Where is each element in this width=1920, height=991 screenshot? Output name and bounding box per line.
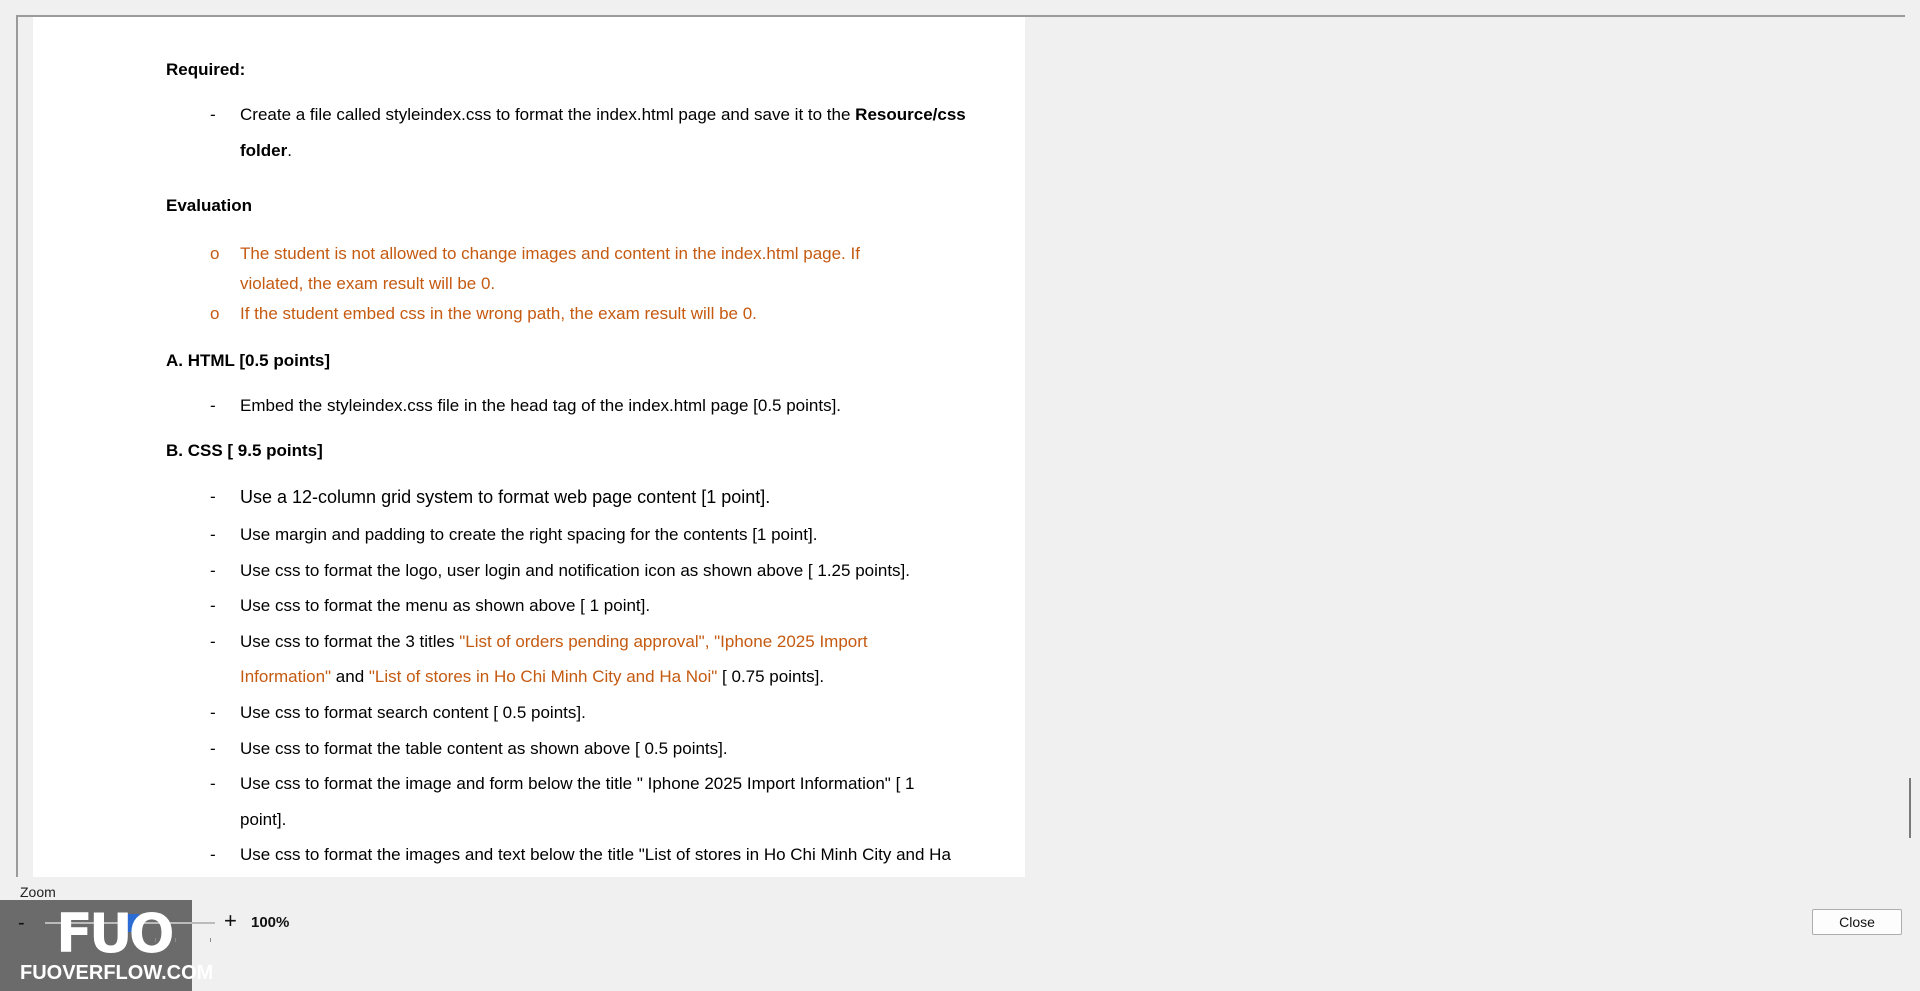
bullet-dash: - xyxy=(210,396,216,415)
evaluation-heading: Evaluation xyxy=(166,196,252,215)
bullet-circle: o xyxy=(210,304,220,323)
required-heading: Required: xyxy=(166,60,246,79)
css-item-logo: Use css to format the logo, user login and notification icon as shown above [ 1.25 points]. xyxy=(240,561,910,580)
bullet-dash: - xyxy=(210,632,216,651)
css-item-spacing: Use margin and padding to create the right spacing for the contents [1 point]. xyxy=(240,525,818,544)
zoom-in-button[interactable]: + xyxy=(224,908,237,933)
bullet-dash: - xyxy=(210,703,216,722)
watermark-site: FUOVERFLOW.COM xyxy=(20,962,214,984)
close-button[interactable]: Close xyxy=(1812,909,1902,935)
zoom-out-button[interactable]: - xyxy=(18,912,25,934)
css-item-menu: Use css to format the menu as shown above [ 1 point]. xyxy=(240,596,651,615)
zoom-value: 100% xyxy=(251,914,290,931)
css-item-titles-line-2: Information" and "List of stores in Ho Chi Minh City and Ha Noi" [ 0.75 points]. xyxy=(240,667,825,686)
css-item-stores: Use css to format the images and text below the title "List of stores in Ho Chi Minh City and Ha xyxy=(240,845,951,864)
vertical-scrollbar-thumb[interactable] xyxy=(1909,778,1911,838)
evaluation-item-1-line-1: The student is not allowed to change images and content in the index.html page. If xyxy=(240,244,860,263)
evaluation-item-1-line-2: violated, the exam result will be 0. xyxy=(240,274,496,293)
bullet-dash: - xyxy=(210,525,216,544)
bullet-circle: o xyxy=(210,244,220,263)
css-item-grid: Use a 12-column grid system to format web page content [1 point]. xyxy=(240,487,771,507)
zoom-label: Zoom xyxy=(20,884,56,900)
html-item: Embed the styleindex.css file in the head tag of the index.html page [0.5 points]. xyxy=(240,396,842,415)
required-item-line-1: Create a file called styleindex.css to format the index.html page and save it to the Resource/css xyxy=(240,105,966,124)
html-heading: A. HTML [0.5 points] xyxy=(166,351,331,370)
bullet-dash: - xyxy=(210,845,216,864)
watermark-logo: FUO xyxy=(56,902,171,965)
bullet-dash: - xyxy=(210,774,216,793)
css-item-titles-line-1: Use css to format the 3 titles "List of orders pending approval", "Iphone 2025 Import xyxy=(240,632,868,651)
css-item-table: Use css to format the table content as shown above [ 0.5 points]. xyxy=(240,739,728,758)
css-item-search: Use css to format search content [ 0.5 points]. xyxy=(240,703,586,722)
evaluation-item-2: If the student embed css in the wrong path, the exam result will be 0. xyxy=(240,304,757,323)
bullet-dash: - xyxy=(210,596,216,615)
bullet-dash: - xyxy=(210,487,216,506)
required-item-line-2: folder. xyxy=(240,141,292,160)
document-page xyxy=(33,17,1025,877)
bullet-dash: - xyxy=(210,739,216,758)
bullet-dash: - xyxy=(210,105,216,124)
css-item-image-form-line-2: point]. xyxy=(240,810,287,829)
bullet-dash: - xyxy=(210,561,216,580)
document-viewer[interactable] xyxy=(16,15,1905,877)
css-item-image-form-line-1: Use css to format the image and form below the title " Iphone 2025 Import Information" [ 1 xyxy=(240,774,915,793)
css-heading: B. CSS [ 9.5 points] xyxy=(166,441,323,460)
